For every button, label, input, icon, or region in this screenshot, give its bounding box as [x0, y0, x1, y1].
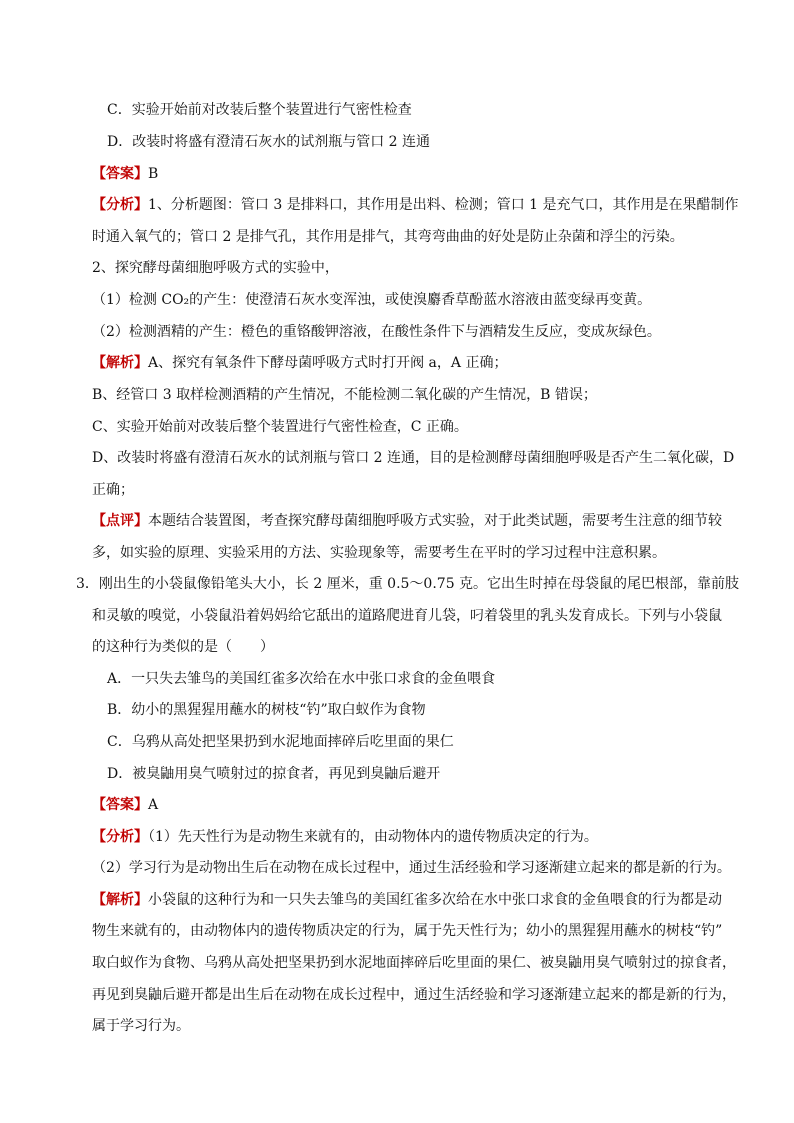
q2-explain-line-2: B、经管口 3 取样检测酒精的产生情况，不能检测二氧化碳的产生情况，B 错误； [92, 387, 597, 403]
q3-option-c: C．乌鸦从高处把坚果扔到水泥地面摔碎后吃里面的果仁 [107, 734, 454, 750]
q2-option-c: C．实验开始前对改装后整个装置进行气密性检查 [107, 102, 412, 118]
q2-analysis-line-4: （1）检测 CO₂的产生：使澄清石灰水变浑浊，或使溴麝香草酚蓝水溶液由蓝变绿再变黄。 [92, 292, 652, 308]
q3-stem-line-1: 3．刚出生的小袋鼠像铅笔头大小，长 2 厘米，重 0.5～0.75 克。它出生时掉在母袋鼠的尾巴根部，靠前肢 [76, 576, 740, 592]
q3-analysis-line-2: （2）学习行为是动物出生后在动物在成长过程中，通过生活经验和学习逐渐建立起来的都是新的行为。 [92, 860, 731, 876]
q3-stem-line-3: 的这种行为类似的是（ ） [92, 639, 274, 655]
explain-text: A、探究有氧条件下酵母菌呼吸方式时打开阀 a，A 正确； [148, 355, 508, 371]
answer-value: B [148, 166, 159, 182]
q3-explain-line-1 [92, 890, 722, 910]
answer-tag: 【答案】 [92, 166, 148, 182]
q2-analysis-line-5: （2）检测酒精的产生：橙色的重铬酸钾溶液，在酸性条件下与酒精发生反应，变成灰绿色。 [92, 324, 661, 340]
q3-explain-line-3: 取白蚁作为食物、乌鸦从高处把坚果扔到水泥地面摔碎后吃里面的果仁、被臭鼬用臭气喷射过的掠食者， [92, 955, 736, 971]
q3-explain-line-2: 物生来就有的，由动物体内的遗传物质决定的行为，属于先天性行为；幼小的黑猩猩用蘸水的树枝“钓” [92, 923, 723, 939]
analysis-text: 1、分析题图：管口 3 是排料口，其作用是出料、检测；管口 1 是充气口，其作用是在果醋制作 [148, 197, 739, 213]
explain-tag: 【解析】 [92, 355, 148, 371]
analysis-text: （1）先天性行为是动物生来就有的，由动物体内的遗传物质决定的行为。 [148, 829, 598, 845]
q2-analysis-line-2: 时通入氧气的；管口 2 是排气孔，其作用是排气，其弯弯曲曲的好处是防止杂菌和浮尘的污染。 [92, 229, 684, 245]
answer-tag: 【答案】 [92, 797, 148, 813]
analysis-tag: 【分析】 [92, 829, 148, 845]
q2-comment-line-1 [92, 511, 722, 531]
q2-option-d: D．改装时将盛有澄清石灰水的试剂瓶与管口 2 连通 [107, 134, 431, 150]
q2-explain-line-3: C、实验开始前对改装后整个装置进行气密性检查，C 正确。 [92, 419, 468, 435]
q3-option-d: D．被臭鼬用臭气喷射过的掠食者，再见到臭鼬后避开 [107, 766, 441, 782]
q3-explain-line-4: 再见到臭鼬后避开都是出生后在动物在成长过程中，通过生活经验和学习逐渐建立起来的都是新的行为， [92, 987, 736, 1003]
q3-option-a: A．一只失去雏鸟的美国红雀多次给在水中张口求食的金鱼喂食 [107, 671, 496, 687]
analysis-tag: 【分析】 [92, 197, 148, 213]
answer-value: A [148, 797, 159, 813]
comment-text: 本题结合装置图，考查探究酵母菌细胞呼吸方式实验，对于此类试题，需要考生注意的细节较 [148, 513, 722, 529]
q2-analysis-line-1 [92, 195, 739, 215]
q3-option-b: B．幼小的黑猩猩用蘸水的树枝“钓”取白蚁作为食物 [107, 702, 426, 718]
q2-explain-line-4: D、改装时将盛有澄清石灰水的试剂瓶与管口 2 连通，目的是检测酵母菌细胞呼吸是否产生二氧化碳，D [92, 450, 735, 466]
q2-explain-line-5: 正确； [92, 482, 134, 498]
q3-analysis-line-1 [92, 827, 598, 847]
comment-tag: 【点评】 [92, 513, 148, 529]
explain-text: 小袋鼠的这种行为和一只失去雏鸟的美国红雀多次给在水中张口求食的金鱼喂食的行为都是动 [148, 892, 722, 908]
q2-explain-line-1 [92, 353, 507, 373]
q2-comment-line-2: 多，如实验的原理、实验采用的方法、实验现象等，需要考生在平时的学习过程中注意积累。 [92, 545, 666, 561]
q3-explain-line-5: 属于学习行为。 [92, 1018, 190, 1034]
q2-analysis-line-3: 2、探究酵母菌细胞呼吸方式的实验中， [92, 260, 339, 276]
q3-stem-line-2: 和灵敏的嗅觉，小袋鼠沿着妈妈给它舐出的道路爬进育儿袋，叼着袋里的乳头发育成长。下列与小袋鼠 [92, 608, 722, 624]
explain-tag: 【解析】 [92, 892, 148, 908]
q3-answer [92, 795, 158, 815]
q2-answer [92, 164, 158, 184]
